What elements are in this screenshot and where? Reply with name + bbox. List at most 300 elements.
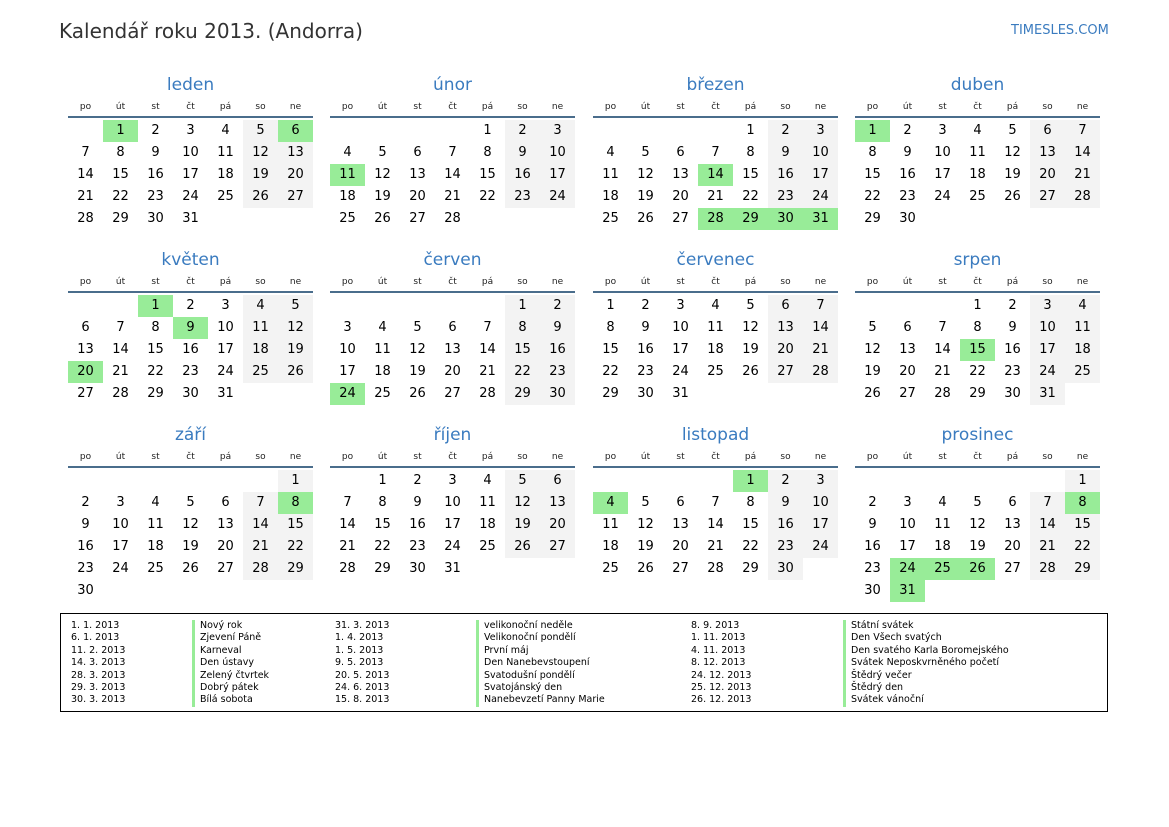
day-cell: 5 bbox=[243, 120, 278, 142]
day-grid bbox=[855, 120, 1100, 230]
weekday-label: po bbox=[604, 102, 617, 112]
day-cell: 13 bbox=[1004, 517, 1021, 532]
holiday-day-cell: 15 bbox=[960, 339, 995, 361]
day-cell: 15 bbox=[742, 167, 759, 182]
day-cell: 16 bbox=[182, 342, 199, 357]
weekday-label: čt bbox=[186, 452, 195, 462]
day-cell: 1 bbox=[1065, 470, 1100, 492]
weekday-label: pá bbox=[1006, 452, 1019, 462]
day-cell: 12 bbox=[637, 167, 654, 182]
empty-cell bbox=[243, 470, 278, 492]
weekday-label: ne bbox=[551, 277, 564, 287]
weekday-label: út bbox=[115, 102, 126, 112]
day-cell: 12 bbox=[409, 342, 426, 357]
day-cell: 30 bbox=[1004, 386, 1021, 401]
day-cell: 3 bbox=[1030, 295, 1065, 317]
month-calendar bbox=[593, 422, 838, 580]
day-cell: 22 bbox=[969, 364, 986, 379]
day-cell: 12 bbox=[374, 167, 391, 182]
legend-date: 29. 3. 2013 bbox=[71, 681, 126, 693]
weekday-header bbox=[855, 98, 1100, 118]
day-cell: 3 bbox=[116, 495, 125, 510]
legend-date: 1. 1. 2013 bbox=[71, 620, 120, 631]
day-cell: 20 bbox=[444, 364, 461, 379]
legend-date: 28. 3. 2013 bbox=[71, 669, 126, 681]
weekday-label: út bbox=[640, 277, 651, 287]
day-grid bbox=[68, 295, 313, 405]
day-grid bbox=[855, 295, 1100, 405]
day-cell: 28 bbox=[1030, 558, 1065, 580]
day-cell: 19 bbox=[742, 342, 759, 357]
empty-cell bbox=[698, 470, 733, 492]
day-cell: 19 bbox=[864, 364, 881, 379]
legend-dates-col-2 bbox=[335, 620, 389, 707]
day-cell: 2 bbox=[540, 295, 575, 317]
day-cell: 15 bbox=[1065, 514, 1100, 536]
day-cell: 14 bbox=[243, 514, 278, 536]
empty-cell bbox=[435, 120, 470, 142]
day-cell: 20 bbox=[768, 339, 803, 361]
weekday-label: čt bbox=[973, 452, 982, 462]
empty-cell bbox=[628, 470, 663, 492]
holiday-day-cell: 8 bbox=[1065, 492, 1100, 514]
empty-cell bbox=[925, 295, 960, 317]
day-cell: 7 bbox=[711, 145, 720, 160]
weekday-label: st bbox=[413, 277, 422, 287]
day-cell: 24 bbox=[182, 189, 199, 204]
weekday-label: so bbox=[780, 277, 791, 287]
holiday-day-cell: 1 bbox=[103, 120, 138, 142]
day-cell: 20 bbox=[409, 189, 426, 204]
day-cell: 11 bbox=[374, 342, 391, 357]
day-cell: 8 bbox=[973, 320, 982, 335]
day-cell: 18 bbox=[147, 539, 164, 554]
day-cell: 9 bbox=[81, 517, 90, 532]
month-calendar bbox=[593, 72, 838, 230]
holiday-day-cell: 20 bbox=[68, 361, 103, 383]
month-calendar bbox=[330, 422, 575, 580]
day-cell: 20 bbox=[672, 539, 689, 554]
day-cell: 22 bbox=[1065, 536, 1100, 558]
legend-date: 30. 3. 2013 bbox=[71, 694, 126, 706]
legend-date: 31. 3. 2013 bbox=[335, 620, 390, 631]
day-cell: 6 bbox=[540, 470, 575, 492]
day-cell: 15 bbox=[864, 167, 881, 182]
day-cell: 23 bbox=[1004, 364, 1021, 379]
day-cell: 11 bbox=[934, 517, 951, 532]
weekday-label: ne bbox=[551, 102, 564, 112]
day-cell: 7 bbox=[483, 320, 492, 335]
day-cell: 4 bbox=[151, 495, 160, 510]
weekday-label: čt bbox=[973, 102, 982, 112]
day-cell: 28 bbox=[77, 211, 94, 226]
day-cell: 22 bbox=[479, 189, 496, 204]
day-cell: 15 bbox=[278, 514, 313, 536]
day-grid bbox=[593, 120, 838, 230]
weekday-label: čt bbox=[186, 102, 195, 112]
weekday-header bbox=[330, 273, 575, 293]
day-cell: 23 bbox=[409, 539, 426, 554]
day-cell: 14 bbox=[339, 517, 356, 532]
weekday-label: so bbox=[1042, 277, 1053, 287]
day-cell: 26 bbox=[637, 561, 654, 576]
day-cell: 5 bbox=[186, 495, 195, 510]
day-cell: 21 bbox=[479, 364, 496, 379]
day-cell: 11 bbox=[602, 167, 619, 182]
day-cell: 29 bbox=[112, 211, 129, 226]
day-cell: 7 bbox=[1065, 120, 1100, 142]
day-cell: 4 bbox=[483, 473, 492, 488]
month-calendar bbox=[68, 422, 313, 602]
legend-date: 8. 12. 2013 bbox=[691, 657, 746, 669]
day-cell: 20 bbox=[540, 514, 575, 536]
legend-date: 24. 12. 2013 bbox=[691, 669, 752, 681]
day-cell: 2 bbox=[903, 123, 912, 138]
day-cell: 17 bbox=[444, 517, 461, 532]
day-cell: 12 bbox=[969, 517, 986, 532]
weekday-label: út bbox=[377, 277, 388, 287]
day-cell: 13 bbox=[540, 492, 575, 514]
day-cell: 26 bbox=[243, 186, 278, 208]
day-cell: 15 bbox=[374, 517, 391, 532]
legend-date: 8. 9. 2013 bbox=[691, 620, 740, 631]
day-cell: 22 bbox=[742, 189, 759, 204]
day-cell: 17 bbox=[934, 167, 951, 182]
empty-cell bbox=[628, 120, 663, 142]
holiday-day-cell: 29 bbox=[733, 208, 768, 230]
day-cell: 29 bbox=[864, 211, 881, 226]
day-grid bbox=[855, 470, 1100, 602]
day-cell: 26 bbox=[374, 211, 391, 226]
day-cell: 12 bbox=[182, 517, 199, 532]
weekday-label: ne bbox=[814, 102, 827, 112]
day-cell: 30 bbox=[182, 386, 199, 401]
legend-holiday-name: Svatodušní pondělí bbox=[484, 669, 575, 681]
day-cell: 20 bbox=[672, 189, 689, 204]
day-cell: 26 bbox=[182, 561, 199, 576]
weekday-label: ne bbox=[1076, 452, 1089, 462]
day-cell: 14 bbox=[1065, 142, 1100, 164]
day-cell: 24 bbox=[217, 364, 234, 379]
legend-date: 6. 1. 2013 bbox=[71, 632, 120, 644]
weekday-label: po bbox=[79, 452, 92, 462]
day-cell: 3 bbox=[186, 123, 195, 138]
empty-cell bbox=[138, 470, 173, 492]
day-cell: 17 bbox=[112, 539, 129, 554]
day-cell: 12 bbox=[505, 492, 540, 514]
day-cell: 4 bbox=[243, 295, 278, 317]
weekday-label: so bbox=[255, 102, 266, 112]
day-cell: 6 bbox=[221, 495, 230, 510]
holiday-day-cell: 28 bbox=[698, 208, 733, 230]
month-name: září bbox=[174, 425, 207, 445]
weekday-label: čt bbox=[448, 102, 457, 112]
day-cell: 24 bbox=[803, 536, 838, 558]
weekday-label: so bbox=[255, 277, 266, 287]
site-link[interactable]: TIMESLES.COM bbox=[1011, 23, 1109, 38]
month-calendar bbox=[330, 72, 575, 230]
day-cell: 27 bbox=[672, 211, 689, 226]
day-cell: 28 bbox=[339, 561, 356, 576]
day-cell: 18 bbox=[479, 517, 496, 532]
legend-holiday-name: Den svatého Karla Boromejského bbox=[851, 644, 1009, 656]
day-cell: 1 bbox=[278, 470, 313, 492]
day-cell: 4 bbox=[221, 123, 230, 138]
legend-date: 14. 3. 2013 bbox=[71, 657, 126, 669]
legend-date: 1. 4. 2013 bbox=[335, 632, 384, 644]
weekday-label: po bbox=[866, 452, 879, 462]
weekday-header bbox=[593, 98, 838, 118]
day-cell: 30 bbox=[899, 211, 916, 226]
day-cell: 21 bbox=[707, 189, 724, 204]
empty-cell bbox=[365, 295, 400, 317]
day-cell: 16 bbox=[409, 517, 426, 532]
weekday-label: pá bbox=[481, 277, 494, 287]
day-cell: 3 bbox=[803, 120, 838, 142]
day-cell: 23 bbox=[768, 536, 803, 558]
day-cell: 27 bbox=[77, 386, 94, 401]
day-cell: 16 bbox=[505, 164, 540, 186]
day-cell: 18 bbox=[602, 539, 619, 554]
legend-color-bar bbox=[476, 620, 479, 707]
legend-date: 20. 5. 2013 bbox=[335, 669, 390, 681]
day-cell: 12 bbox=[1004, 145, 1021, 160]
day-cell: 16 bbox=[768, 514, 803, 536]
weekday-label: út bbox=[377, 102, 388, 112]
month-calendar bbox=[330, 247, 575, 405]
day-cell: 10 bbox=[217, 320, 234, 335]
day-cell: 6 bbox=[676, 145, 685, 160]
day-cell: 19 bbox=[278, 339, 313, 361]
day-cell: 4 bbox=[606, 145, 615, 160]
day-grid bbox=[330, 470, 575, 580]
empty-cell bbox=[960, 470, 995, 492]
day-cell: 21 bbox=[803, 339, 838, 361]
day-cell: 5 bbox=[641, 145, 650, 160]
day-cell: 13 bbox=[77, 342, 94, 357]
legend-holiday-name: Štědrý den bbox=[851, 681, 904, 693]
day-cell: 2 bbox=[505, 120, 540, 142]
day-cell: 21 bbox=[339, 539, 356, 554]
day-cell: 21 bbox=[444, 189, 461, 204]
day-cell: 29 bbox=[602, 386, 619, 401]
day-cell: 27 bbox=[1004, 561, 1021, 576]
weekday-label: po bbox=[866, 102, 879, 112]
day-cell: 25 bbox=[243, 361, 278, 383]
day-cell: 1 bbox=[378, 473, 387, 488]
day-cell: 12 bbox=[278, 317, 313, 339]
day-cell: 21 bbox=[934, 364, 951, 379]
weekday-label: út bbox=[377, 452, 388, 462]
day-cell: 7 bbox=[81, 145, 90, 160]
day-cell: 17 bbox=[217, 342, 234, 357]
day-cell: 18 bbox=[374, 364, 391, 379]
day-cell: 6 bbox=[676, 495, 685, 510]
day-cell: 13 bbox=[899, 342, 916, 357]
day-cell: 19 bbox=[637, 189, 654, 204]
day-cell: 8 bbox=[746, 495, 755, 510]
weekday-label: ne bbox=[289, 102, 302, 112]
day-cell: 26 bbox=[1004, 189, 1021, 204]
weekday-label: so bbox=[1042, 452, 1053, 462]
weekday-label: ne bbox=[289, 277, 302, 287]
day-cell: 2 bbox=[1008, 298, 1017, 313]
weekday-header bbox=[68, 98, 313, 118]
day-cell: 27 bbox=[409, 211, 426, 226]
day-grid bbox=[593, 295, 838, 405]
day-cell: 29 bbox=[969, 386, 986, 401]
empty-cell bbox=[1030, 470, 1065, 492]
day-cell: 12 bbox=[742, 320, 759, 335]
day-cell: 29 bbox=[278, 558, 313, 580]
day-cell: 23 bbox=[147, 189, 164, 204]
day-cell: 2 bbox=[413, 473, 422, 488]
day-cell: 26 bbox=[864, 386, 881, 401]
day-cell: 30 bbox=[637, 386, 654, 401]
day-cell: 27 bbox=[540, 536, 575, 558]
weekday-label: so bbox=[517, 277, 528, 287]
day-cell: 30 bbox=[409, 561, 426, 576]
day-cell: 9 bbox=[768, 142, 803, 164]
day-cell: 22 bbox=[505, 361, 540, 383]
day-cell: 4 bbox=[343, 145, 352, 160]
day-cell: 15 bbox=[602, 342, 619, 357]
month-name: březen bbox=[686, 75, 745, 95]
day-cell: 9 bbox=[540, 317, 575, 339]
month-calendar bbox=[68, 247, 313, 405]
day-cell: 24 bbox=[672, 364, 689, 379]
day-cell: 26 bbox=[637, 211, 654, 226]
weekday-header bbox=[330, 98, 575, 118]
legend-holiday-name: Dobrý pátek bbox=[200, 681, 259, 693]
legend-names-col-2 bbox=[484, 620, 605, 707]
weekday-label: so bbox=[517, 452, 528, 462]
day-cell: 16 bbox=[768, 164, 803, 186]
day-cell: 24 bbox=[934, 189, 951, 204]
weekday-header bbox=[593, 273, 838, 293]
weekday-label: čt bbox=[448, 452, 457, 462]
day-cell: 28 bbox=[444, 211, 461, 226]
day-cell: 19 bbox=[505, 514, 540, 536]
day-cell: 29 bbox=[374, 561, 391, 576]
day-cell: 7 bbox=[243, 492, 278, 514]
day-cell: 18 bbox=[1065, 339, 1100, 361]
day-cell: 27 bbox=[444, 386, 461, 401]
day-cell: 19 bbox=[182, 539, 199, 554]
day-cell: 10 bbox=[803, 492, 838, 514]
day-cell: 5 bbox=[973, 495, 982, 510]
day-cell: 11 bbox=[969, 145, 986, 160]
day-cell: 21 bbox=[707, 539, 724, 554]
legend-date: 15. 8. 2013 bbox=[335, 694, 390, 706]
day-cell: 28 bbox=[707, 561, 724, 576]
day-cell: 29 bbox=[147, 386, 164, 401]
day-cell: 23 bbox=[864, 561, 881, 576]
empty-cell bbox=[435, 295, 470, 317]
weekday-header bbox=[68, 448, 313, 468]
weekday-label: čt bbox=[973, 277, 982, 287]
day-cell: 7 bbox=[448, 145, 457, 160]
day-cell: 13 bbox=[672, 517, 689, 532]
day-cell: 23 bbox=[182, 364, 199, 379]
day-cell: 28 bbox=[243, 558, 278, 580]
weekday-label: so bbox=[1042, 102, 1053, 112]
day-cell: 1 bbox=[746, 123, 755, 138]
day-cell: 8 bbox=[606, 320, 615, 335]
day-cell: 20 bbox=[1030, 164, 1065, 186]
empty-cell bbox=[663, 470, 698, 492]
day-cell: 7 bbox=[116, 320, 125, 335]
day-cell: 23 bbox=[540, 361, 575, 383]
day-cell: 16 bbox=[899, 167, 916, 182]
day-cell: 25 bbox=[339, 211, 356, 226]
weekday-header bbox=[855, 448, 1100, 468]
day-cell: 3 bbox=[903, 495, 912, 510]
day-cell: 16 bbox=[864, 539, 881, 554]
legend-date: 4. 11. 2013 bbox=[691, 644, 746, 656]
day-cell: 31 bbox=[182, 211, 199, 226]
holiday-day-cell: 30 bbox=[768, 208, 803, 230]
day-cell: 21 bbox=[243, 536, 278, 558]
day-cell: 27 bbox=[672, 561, 689, 576]
weekday-label: st bbox=[151, 452, 160, 462]
legend-holiday-name: Svatojánský den bbox=[484, 681, 563, 693]
day-cell: 7 bbox=[938, 320, 947, 335]
page-title: Kalendář roku 2013. (Andorra) bbox=[59, 19, 363, 43]
empty-cell bbox=[68, 295, 103, 317]
empty-cell bbox=[400, 295, 435, 317]
day-cell: 6 bbox=[81, 320, 90, 335]
weekday-label: so bbox=[517, 102, 528, 112]
day-cell: 5 bbox=[378, 145, 387, 160]
legend-holiday-name: Svátek vánoční bbox=[851, 694, 924, 706]
day-cell: 8 bbox=[378, 495, 387, 510]
day-cell: 18 bbox=[217, 167, 234, 182]
holiday-day-cell: 6 bbox=[278, 120, 313, 142]
weekday-label: ne bbox=[814, 277, 827, 287]
day-cell: 16 bbox=[637, 342, 654, 357]
legend-dates-col-1 bbox=[71, 620, 125, 707]
legend-holiday-name: Den Všech svatých bbox=[851, 632, 942, 644]
day-cell: 13 bbox=[1030, 142, 1065, 164]
day-cell: 24 bbox=[112, 561, 129, 576]
empty-cell bbox=[103, 295, 138, 317]
weekday-label: st bbox=[676, 277, 685, 287]
holiday-day-cell: 11 bbox=[330, 164, 365, 186]
day-cell: 17 bbox=[182, 167, 199, 182]
day-cell: 25 bbox=[147, 561, 164, 576]
day-cell: 27 bbox=[1030, 186, 1065, 208]
day-cell: 22 bbox=[374, 539, 391, 554]
legend-color-bar bbox=[843, 620, 846, 707]
month-name: listopad bbox=[681, 425, 750, 445]
weekday-label: ne bbox=[551, 452, 564, 462]
day-cell: 31 bbox=[672, 386, 689, 401]
day-cell: 18 bbox=[969, 167, 986, 182]
weekday-label: so bbox=[780, 452, 791, 462]
empty-cell bbox=[855, 470, 890, 492]
day-cell: 5 bbox=[505, 470, 540, 492]
legend-holiday-name: Nanebevzetí Panny Marie bbox=[484, 694, 605, 706]
day-cell: 24 bbox=[444, 539, 461, 554]
day-cell: 3 bbox=[448, 473, 457, 488]
day-cell: 20 bbox=[899, 364, 916, 379]
empty-cell bbox=[890, 295, 925, 317]
day-cell: 24 bbox=[540, 186, 575, 208]
day-cell: 23 bbox=[899, 189, 916, 204]
day-cell: 11 bbox=[479, 495, 496, 510]
holiday-day-cell: 26 bbox=[960, 558, 995, 580]
